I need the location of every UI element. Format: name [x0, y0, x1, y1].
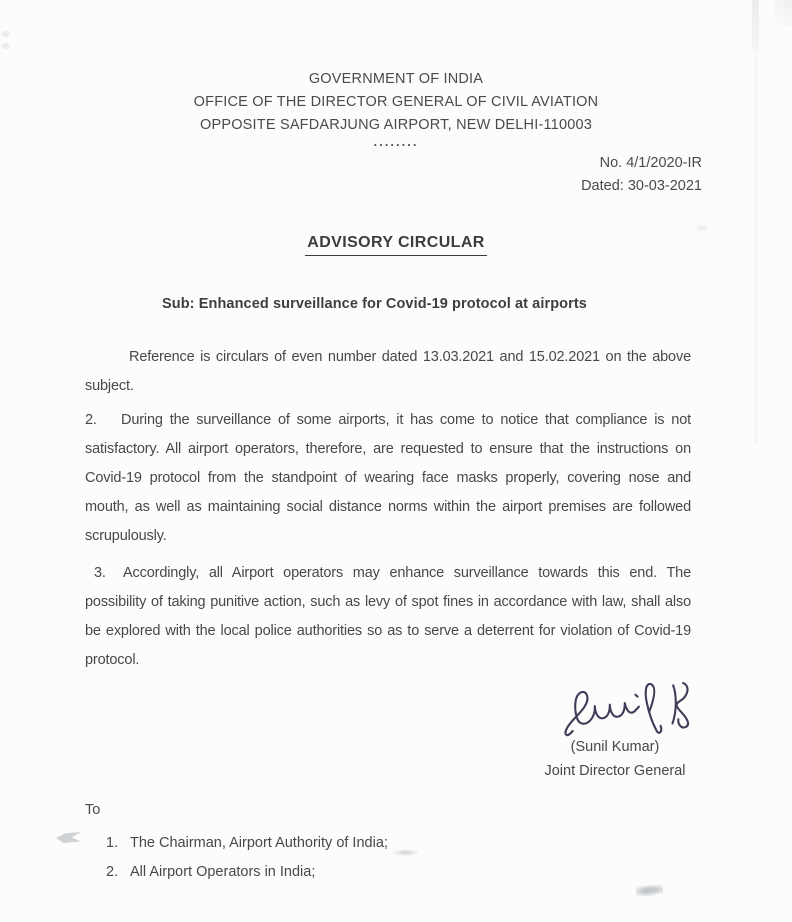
recipient-text: The Chairman, Airport Authority of India; — [130, 835, 388, 851]
recipient-number: 1. — [106, 835, 119, 851]
scan-dot-artifact — [2, 43, 10, 49]
recipient-text: All Airport Operators in India; — [130, 864, 316, 880]
org-address: OPPOSITE SAFDARJUNG AIRPORT, NEW DELHI-110003 — [199, 117, 592, 133]
org-office: OFFICE OF THE DIRECTOR GENERAL OF CIVIL AVIATION — [193, 94, 599, 110]
letterhead — [0, 68, 792, 137]
recipient-item — [106, 829, 388, 858]
paragraph-2-number: 2. — [85, 412, 97, 428]
title-row — [0, 234, 792, 256]
reference-date: Dated: 30-03-2021 — [581, 178, 702, 194]
paragraph-reference: Reference is circulars of even number dated 13.03.2021 and 15.02.2021 on the above subject. — [85, 349, 691, 394]
scan-streak-artifact — [752, 0, 759, 50]
paragraph-3-text: Accordingly, all Airport operators may enhance surveillance towards this end. The possibility of taking punitive action, such as levy of spot fines in accordance with law, shall also be explored with the local police authorities so as to serve a deterrent for violation of Covid-19 protocol. — [85, 565, 691, 668]
reference-block — [581, 152, 702, 198]
recipient-number: 2. — [106, 864, 119, 880]
scan-corner-shade — [774, 0, 792, 26]
org-name: GOVERNMENT OF INDIA — [308, 71, 484, 87]
scan-smudge-artifact — [694, 224, 709, 232]
recipient-item — [106, 858, 388, 887]
scan-smudge-artifact — [56, 832, 81, 843]
signatory-designation: Joint Director General — [544, 763, 686, 779]
paragraph-2 — [85, 406, 691, 551]
handwritten-signature-icon — [547, 675, 709, 745]
distribution-label: To — [85, 802, 101, 818]
subject-line: Sub: Enhanced surveillance for Covid-19 protocol at airports — [162, 296, 587, 312]
paragraph-3-number: 3. — [94, 565, 106, 581]
document-title: ADVISORY CIRCULAR — [305, 234, 486, 256]
signatory-name: (Sunil Kumar) — [570, 739, 660, 755]
scan-smudge-artifact — [392, 849, 419, 856]
scan-dot-artifact — [2, 31, 10, 37]
distribution-list — [106, 829, 388, 887]
reference-number: No. 4/1/2020-IR — [599, 155, 702, 171]
paragraph-3 — [85, 559, 691, 675]
separator-dots: ........ — [373, 134, 419, 149]
paragraph-2-text: During the surveillance of some airports, it has come to notice that compliance is not satisfactory. All airport operators, therefore, are requested to ensure that the instructions on Covid-19 protocol from the standpoint of wearing face masks properly, covering nose and mouth, as well as maintaining social distance norms within the airport premises are followed scrupulously. — [85, 412, 691, 544]
scan-smudge-artifact — [636, 884, 663, 896]
